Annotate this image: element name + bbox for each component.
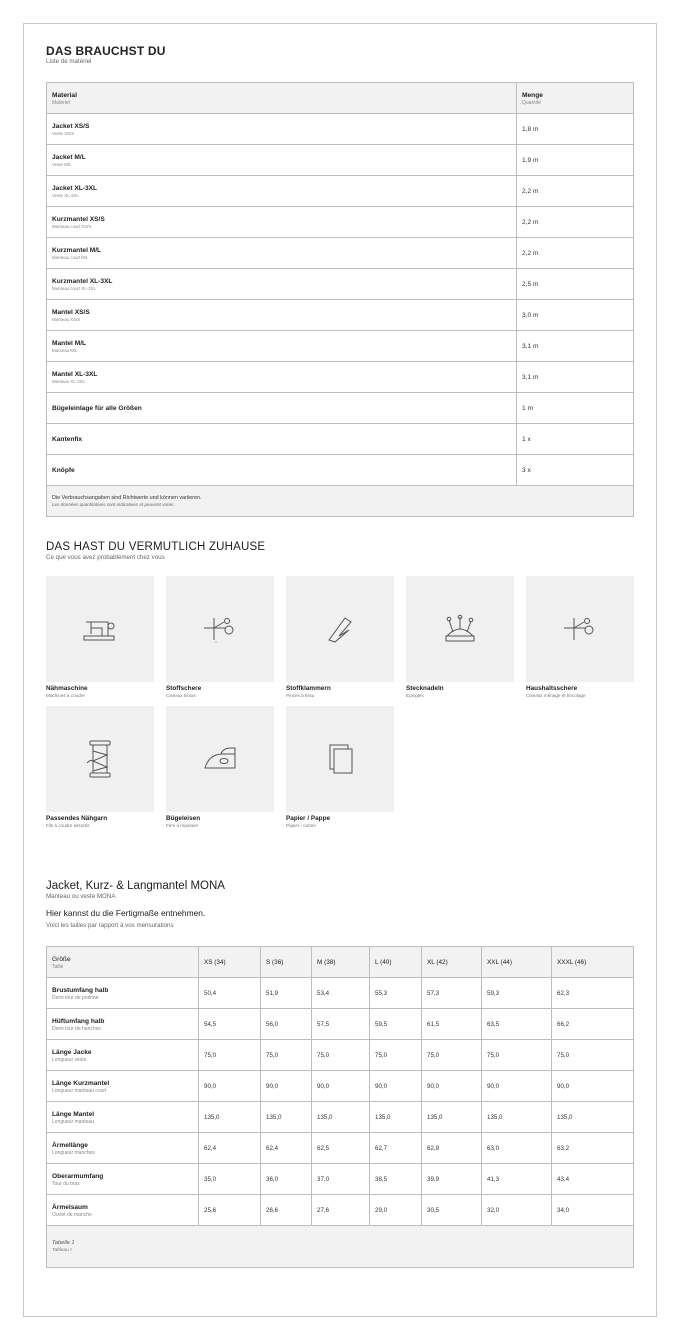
measurement-value: 63,5 [482,1009,552,1040]
measurement-value: 35,0 [199,1164,261,1195]
measurement-value: 90,0 [370,1071,422,1102]
material-quantity: 1 x [517,424,634,455]
size-row [47,1164,634,1195]
material-name-fr: Manteau M/L [52,347,78,353]
measurement-value: 90,0 [482,1071,552,1102]
measurement-value: 26,6 [261,1195,312,1226]
material-quantity: 1 m [517,393,634,424]
material-name-fr: Manteau XL-3XL [52,378,85,384]
measurement-value: 75,0 [422,1040,482,1071]
size-row [47,1133,634,1164]
measurement-value: 63,0 [482,1133,552,1164]
tool-label: Haushaltsschere [526,685,578,692]
tool-label: Papier / Pappe [286,815,331,822]
measurement-value: 59,3 [482,978,552,1009]
tools-section-head [46,540,636,562]
size-row [47,1195,634,1226]
measurement-name: Hüftumfang halb [52,1017,105,1025]
tool-fabric-clips [286,576,394,699]
sizes-lead: Hier kannst du die Fertigmaße entnehmen. [46,908,206,918]
table-caption-fr: Tableau I [52,1248,72,1253]
measurement-value: 36,0 [261,1164,312,1195]
measurement-value: 57,3 [422,978,482,1009]
tool-label-fr: Machines à coudre [46,693,85,698]
measurement-value: 135,0 [552,1102,634,1133]
material-quantity: 3,0 m [517,300,634,331]
tool-label-fr: Épingles [406,693,424,698]
size-row [47,978,634,1009]
measurement-name-fr: Longueur manches [52,1149,95,1156]
material-name: Bügeleinlage für alle Größen [52,404,142,412]
measurement-name: Länge Jacke [52,1048,92,1056]
measurement-value: 53,4 [312,978,370,1009]
material-row [47,393,634,424]
material-quantity: 2,2 m [517,207,634,238]
material-name-fr: Veste XL-3XL [52,192,79,198]
material-name: Kurzmantel XS/S [52,215,105,223]
material-row [47,238,634,269]
tool-label: Stoffklammern [286,685,331,692]
tool-sewing-machine [46,576,154,699]
size-table [46,946,634,1268]
sizes-section-head [46,879,636,930]
material-name: Jacket XL-3XL [52,184,98,192]
material-quantity: 3,1 m [517,362,634,393]
size-col: XXXL (46) [552,947,634,978]
tools-title: DAS HAST DU VERMUTLICH ZUHAUSE [46,541,266,553]
measurement-value: 135,0 [370,1102,422,1133]
measurement-value: 90,0 [552,1071,634,1102]
size-col: XS (34) [199,947,261,978]
measurement-name-fr: Demi tour de poitrine [52,994,99,1001]
measurement-name: Ärmelsaum [52,1203,88,1211]
measurement-value: 75,0 [261,1040,312,1071]
measurement-value: 30,5 [422,1195,482,1226]
iron-icon [201,746,239,772]
measurement-name-fr: Ourlet de manche [52,1211,92,1218]
measurement-value: 37,0 [312,1164,370,1195]
measurement-value: 57,5 [312,1009,370,1040]
material-name-fr: Manteau court M/L [52,254,89,260]
tool-paper [286,706,394,829]
measurement-value: 90,0 [199,1071,261,1102]
measurement-name-fr: Longueur veste [52,1056,87,1063]
header-quantity-fr: Quantité [522,99,541,106]
tool-label-fr: Fils à coudre assortis [46,823,90,828]
size-row [47,1071,634,1102]
measurement-value: 62,9 [422,1133,482,1164]
table-caption: Tabelle 1 [52,1240,75,1246]
measurement-value: 34,0 [552,1195,634,1226]
material-quantity: 2,2 m [517,238,634,269]
measurement-value: 62,7 [370,1133,422,1164]
measurement-value: 135,0 [261,1102,312,1133]
tool-label: Stoffschere [166,685,202,692]
measurement-value: 32,0 [482,1195,552,1226]
size-col: L (40) [370,947,422,978]
tools-subtitle: Ce que vous avez probablement chez vous [46,554,165,561]
material-quantity: 2,2 m [517,176,634,207]
size-caption-row [47,1226,634,1268]
material-row [47,455,634,486]
material-row [47,176,634,207]
header-quantity: Menge [522,91,543,99]
sizes-subtitle: Manteau ou veste MONA [46,893,116,900]
sizes-table-wrap [46,946,636,1268]
measurement-value: 135,0 [312,1102,370,1133]
fabric-clips-icon [325,614,355,644]
material-name-fr: Manteau court XL-3XL [52,285,96,291]
material-name: Mantel XL-3XL [52,370,98,378]
material-name: Knöpfe [52,466,75,474]
tool-label-fr: Pinces à tissu [286,693,315,698]
measurement-value: 29,0 [370,1195,422,1226]
header-material: Material [52,91,77,99]
materials-section [46,44,636,66]
measurement-value: 63,2 [552,1133,634,1164]
materials-note: Die Verbrauchsangaben sind Richtwerte und können variieren. [52,495,202,501]
material-row [47,424,634,455]
material-quantity: 1,8 m [517,114,634,145]
material-row [47,207,634,238]
measurement-value: 135,0 [422,1102,482,1133]
material-quantity: 3,1 m [517,331,634,362]
size-row [47,1009,634,1040]
measurement-name-fr: Demi tour de hanches [52,1025,101,1032]
tool-label: Nähmaschine [46,685,88,692]
tool-thread [46,706,154,829]
material-quantity: 1,9 m [517,145,634,176]
header-material-fr: Matériel [52,99,70,106]
measurement-value: 62,5 [312,1133,370,1164]
tool-iron [166,706,274,829]
tool-label-fr: Ciseaux ménage et bricolage [526,693,586,698]
thread-spool-icon [85,739,115,779]
measurement-value: 90,0 [312,1071,370,1102]
material-name: Mantel M/L [52,339,87,347]
size-row [47,1102,634,1133]
page-frame [23,23,657,1317]
material-name: Kurzmantel M/L [52,246,102,254]
measurement-value: 75,0 [482,1040,552,1071]
materials-table-wrap [46,82,636,517]
tool-pins [406,576,514,699]
tool-label-fr: Ciseaux tissus [166,693,196,698]
measurement-name: Ärmellänge [52,1141,88,1149]
measurement-value: 75,0 [370,1040,422,1071]
measurement-name: Länge Mantel [52,1110,95,1118]
measurement-value: 75,0 [552,1040,634,1071]
materials-subtitle: Liste de matériel [46,58,92,65]
material-name: Jacket XS/S [52,122,90,130]
measurement-name: Länge Kurzmantel [52,1079,110,1087]
material-row [47,114,634,145]
materials-note-row [47,486,634,517]
pincushion-icon [443,614,477,644]
material-row [47,145,634,176]
material-name-fr: Veste M/L [52,161,72,167]
tool-label: Passendes Nähgarn [46,815,108,822]
materials-header-row [47,83,634,114]
material-name-fr: Manteau court XS/S [52,223,92,229]
measurement-value: 54,5 [199,1009,261,1040]
material-row [47,331,634,362]
sewing-machine-icon [83,616,117,642]
size-col: XXL (44) [482,947,552,978]
tool-label-fr: Fers à repasser [166,823,199,828]
size-row [47,1040,634,1071]
measurement-value: 75,0 [199,1040,261,1071]
tools-grid [46,576,641,836]
measurement-value: 135,0 [482,1102,552,1133]
header-size: Größe [52,955,71,963]
household-scissors-icon [562,614,598,644]
material-row [47,362,634,393]
measurement-value: 135,0 [199,1102,261,1133]
materials-note-fr: Les données quantitatives sont indicatives et peuvent varier. [52,502,175,507]
measurement-value: 27,6 [312,1195,370,1226]
sizes-title: Jacket, Kurz- & Langmantel MONA [46,880,225,892]
material-row [47,269,634,300]
measurement-name-fr: Longueur manteau court [52,1087,107,1094]
measurement-value: 61,5 [422,1009,482,1040]
header-size-fr: Taille [52,963,64,970]
tool-label: Stecknadeln [406,685,444,692]
tool-label: Bügeleisen [166,815,201,822]
material-name: Jacket M/L [52,153,86,161]
measurement-value: 56,0 [261,1009,312,1040]
measurement-name: Oberarmumfang [52,1172,104,1180]
measurement-name-fr: Longueur manteau [52,1118,94,1125]
size-col: M (38) [312,947,370,978]
measurement-value: 41,3 [482,1164,552,1195]
measurement-name: Brustumfang halb [52,986,109,994]
sizes-lead-fr: Voici les tailles par rapport à vos mensurations [46,922,174,929]
measurement-value: 62,4 [261,1133,312,1164]
measurement-value: 43,4 [552,1164,634,1195]
material-name-fr: Manteau XS/S [52,316,81,322]
measurement-value: 39,9 [422,1164,482,1195]
material-quantity: 2,5 m [517,269,634,300]
fabric-scissors-icon [202,614,238,644]
measurement-value: 50,4 [199,978,261,1009]
paper-icon [326,743,354,775]
measurement-value: 51,9 [261,978,312,1009]
tool-fabric-scissors [166,576,274,699]
measurement-value: 62,3 [552,978,634,1009]
material-name: Mantel XS/S [52,308,90,316]
measurement-value: 62,4 [199,1133,261,1164]
measurement-value: 90,0 [261,1071,312,1102]
measurement-value: 55,3 [370,978,422,1009]
material-name-fr: Veste XS/S [52,130,75,136]
measurement-value: 38,5 [370,1164,422,1195]
materials-title: DAS BRAUCHST DU [46,44,166,58]
tool-label-fr: Papier / carton [286,823,316,828]
size-col: S (36) [261,947,312,978]
measurement-value: 25,6 [199,1195,261,1226]
measurement-value: 66,2 [552,1009,634,1040]
material-name: Kantenfix [52,435,83,443]
tool-household-scissors [526,576,634,699]
material-quantity: 3 x [517,455,634,486]
measurement-value: 75,0 [312,1040,370,1071]
measurement-value: 90,0 [422,1071,482,1102]
material-name: Kurzmantel XL-3XL [52,277,113,285]
materials-table [46,82,634,517]
measurement-value: 59,5 [370,1009,422,1040]
measurement-name-fr: Tour du bras [52,1180,80,1187]
size-header-row [47,947,634,978]
material-row [47,300,634,331]
size-col: XL (42) [422,947,482,978]
